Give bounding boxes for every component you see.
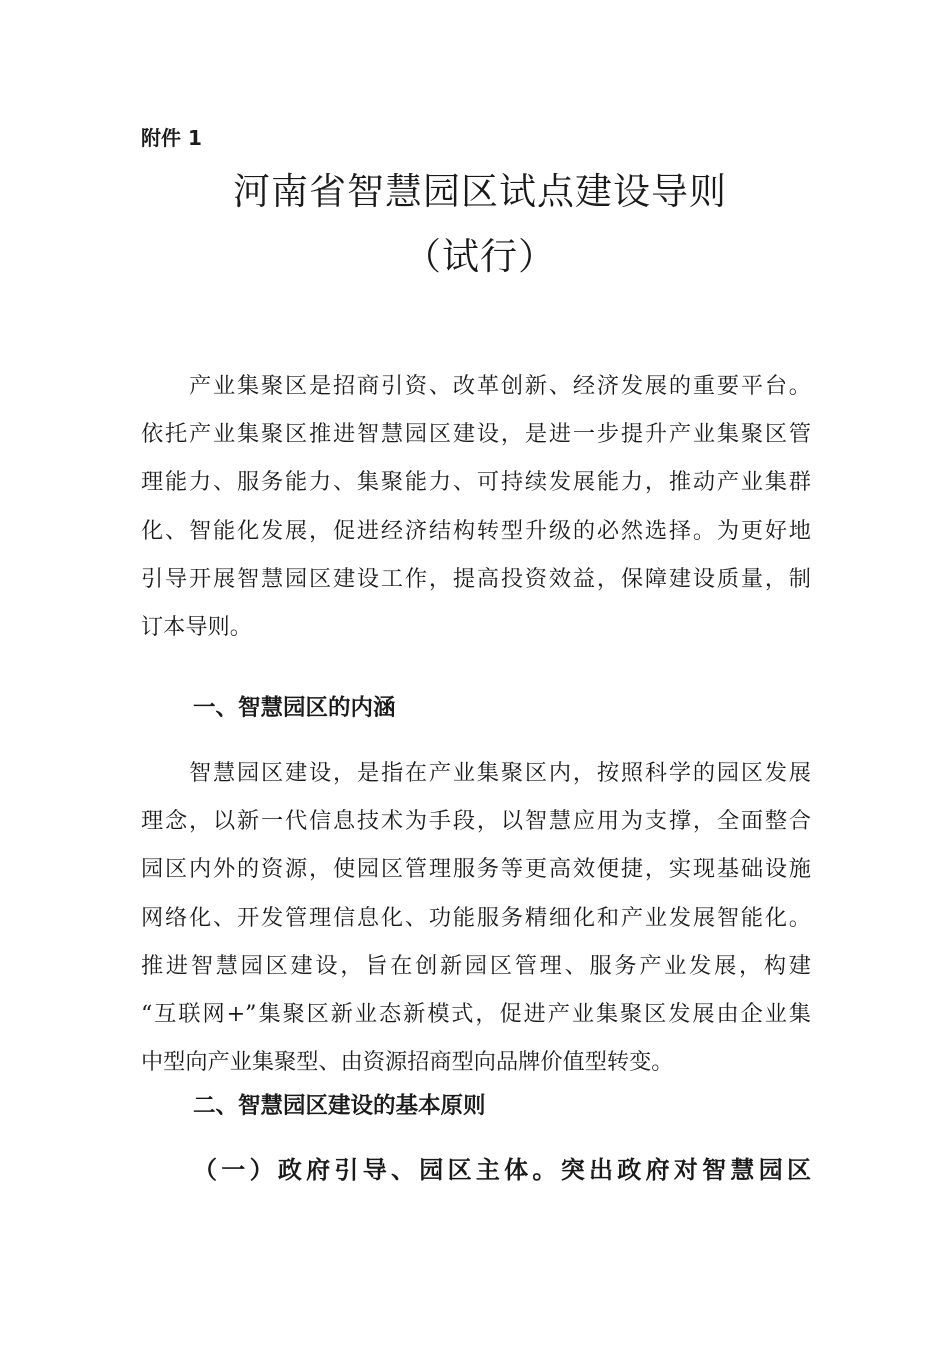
intro-line: 产业集聚区是招商引资、改革创新、经济发展的重要平台。 [189, 373, 811, 399]
document-subtitle: （试行） [404, 235, 556, 278]
section-1-paragraph [141, 749, 811, 1086]
attachment-label: 附件 1 [141, 126, 202, 150]
intro-line: 引导开展智慧园区建设工作，提高投资效益，保障建设质量，制 [141, 565, 811, 592]
section-heading-1: 一、智慧园区的内涵 [193, 695, 396, 721]
intro-line: 依托产业集聚区推进智慧园区建设，是进一步提升产业集聚区管 [141, 421, 811, 448]
section-1-line: 园区内外的资源，使园区管理服务等更高效便捷，实现基础设施 [141, 856, 811, 883]
section-1-line: 中型向产业集聚型、由资源招商型向品牌价值型转变。 [141, 1049, 674, 1076]
section-1-line: 推进智慧园区建设，旨在创新园区管理、服务产业发展，构建 [141, 952, 811, 979]
section-1-line: “互联网+”集聚区新业态新模式，促进产业集聚区发展由企业集 [141, 1000, 811, 1027]
section-1-line: 智慧园区建设，是指在产业集聚区内，按照科学的园区发展 [189, 760, 811, 786]
section-heading-2: 二、智慧园区建设的基本原则 [193, 1093, 486, 1119]
intro-line: 订本导则。 [141, 613, 252, 640]
intro-paragraph [141, 362, 811, 651]
intro-line: 化、智能化发展，促进经济结构转型升级的必然选择。为更好地 [141, 517, 811, 544]
intro-line: 理能力、服务能力、集聚能力、可持续发展能力，推动产业集群 [141, 469, 811, 496]
section-2-subheading-1: （一）政府引导、园区主体。突出政府对智慧园区 [193, 1156, 811, 1184]
section-1-line: 网络化、开发管理信息化、功能服务精细化和产业发展智能化。 [141, 904, 811, 931]
document-title: 河南省智慧园区试点建设导则 [233, 170, 727, 213]
section-1-line: 理念，以新一代信息技术为手段，以智慧应用为支撑，全面整合 [141, 808, 811, 835]
